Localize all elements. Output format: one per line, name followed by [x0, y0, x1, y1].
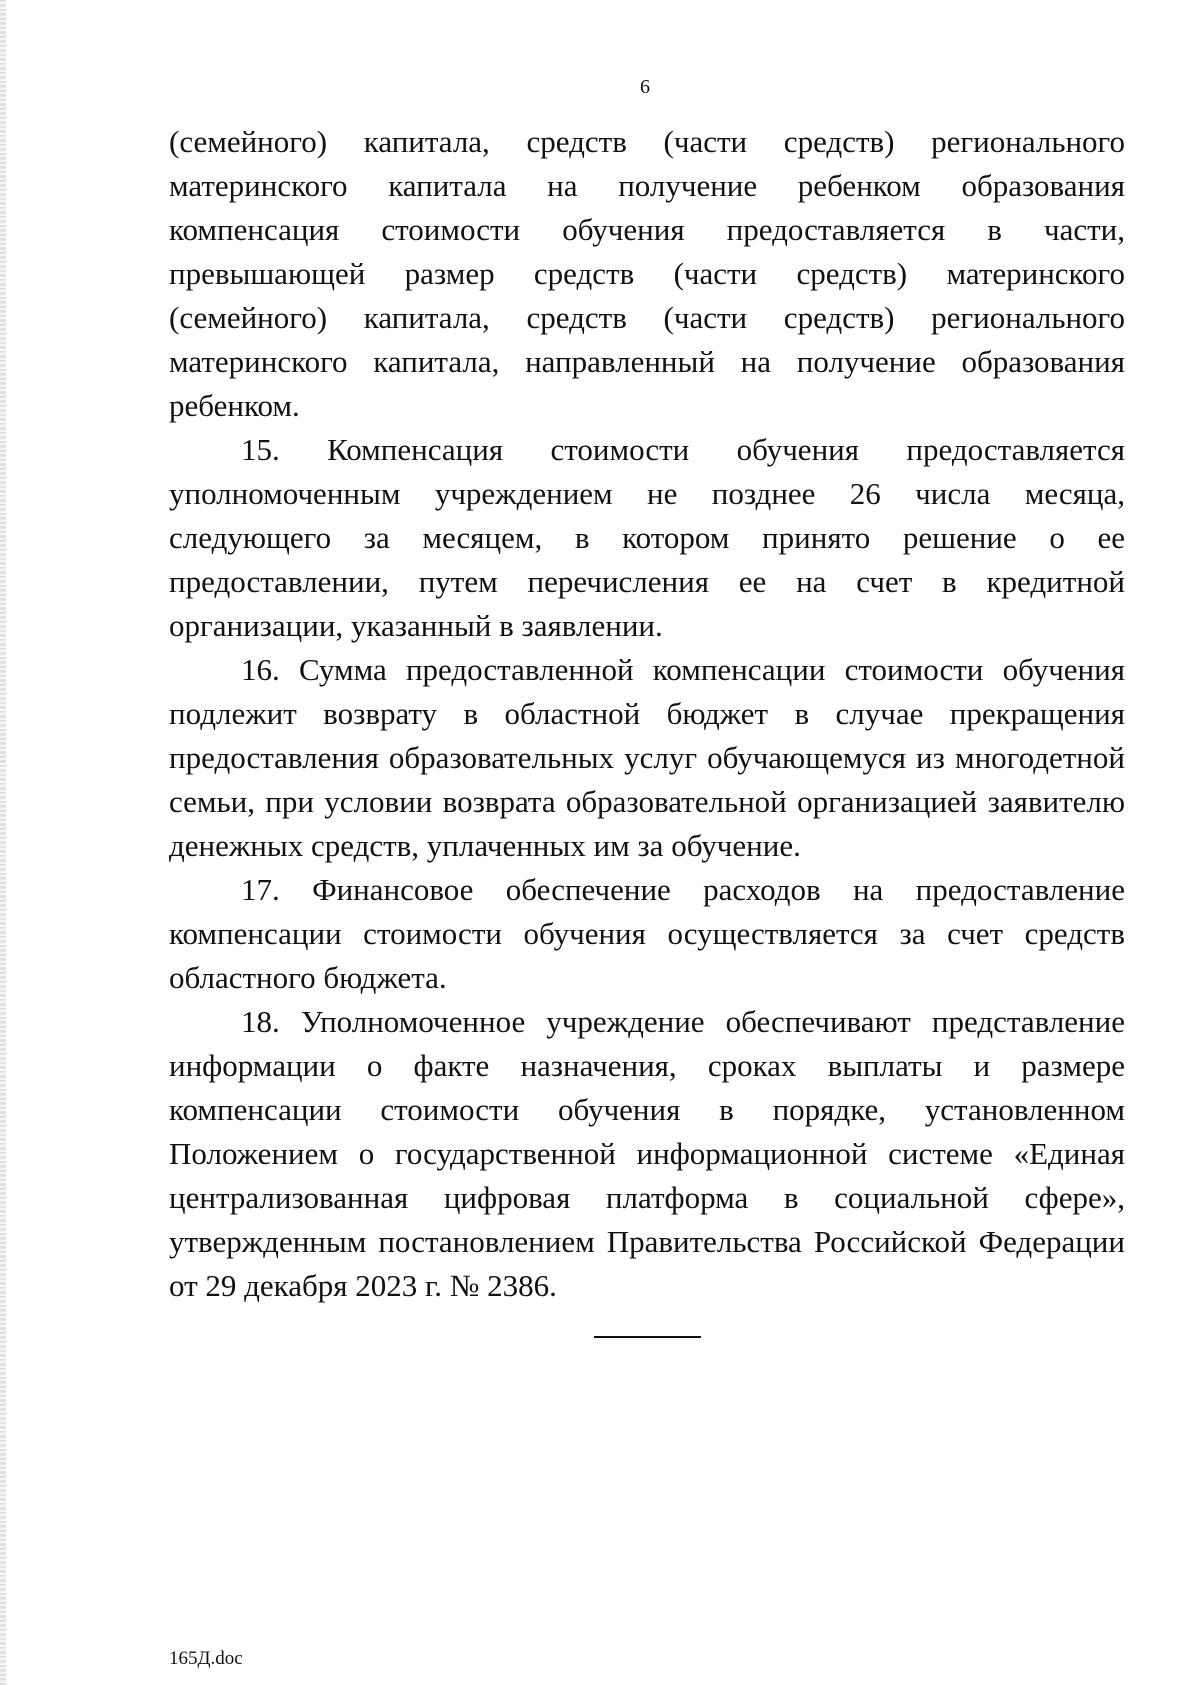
paragraph-16: 16. Сумма предоставленной компенсации стоимости обучения подлежит возврату в областной бюджет в случае прекращения предоставления образовательных услуг обучающемуся из многодетной семьи, при условии возврата образовательной организацией заявителю денежных средств, уплаченных им за обучение.: [169, 652, 1125, 863]
paragraph-18: 18. Уполномоченное учреждение обеспечивают представление информации о факте назначения, сроках выплаты и размере компенсации стоимости обучения в порядке, установленном Положением о государственной информационной системе «Единая централизованная цифровая платформа в социальной сфере», утвержденным постановлением Правительства Российской Федерации от 29 декабря 2023 г. № 2386.: [169, 1004, 1125, 1303]
end-divider: [594, 1336, 701, 1338]
paragraph-continuation: (семейного) капитала, средств (части средств) регионального материнского капитала на получение ребенком образования компенсация стоимости обучения предоставляется в части, превышающей размер средств (части средств) материнского (семейного) капитала, средств (части средств) регионального материнского капитала, направленный на получение образования ребенком.: [169, 124, 1125, 423]
page-number: 6: [640, 76, 650, 98]
scan-edge: [0, 0, 6, 1686]
footer-filename: 165Д.doc: [169, 1648, 243, 1669]
document-body: [169, 120, 1125, 1308]
paragraph-15: 15. Компенсация стоимости обучения предоставляется уполномоченным учреждением не позднее 26 числа месяца, следующего за месяцем, в котором принято решение о ее предоставлении, путем перечисления ее на счет в кредитной организации, указанный в заявлении.: [169, 432, 1125, 643]
paragraph-17: 17. Финансовое обеспечение расходов на предоставление компенсации стоимости обучения осуществляется за счет средств областного бюджета.: [169, 872, 1125, 995]
